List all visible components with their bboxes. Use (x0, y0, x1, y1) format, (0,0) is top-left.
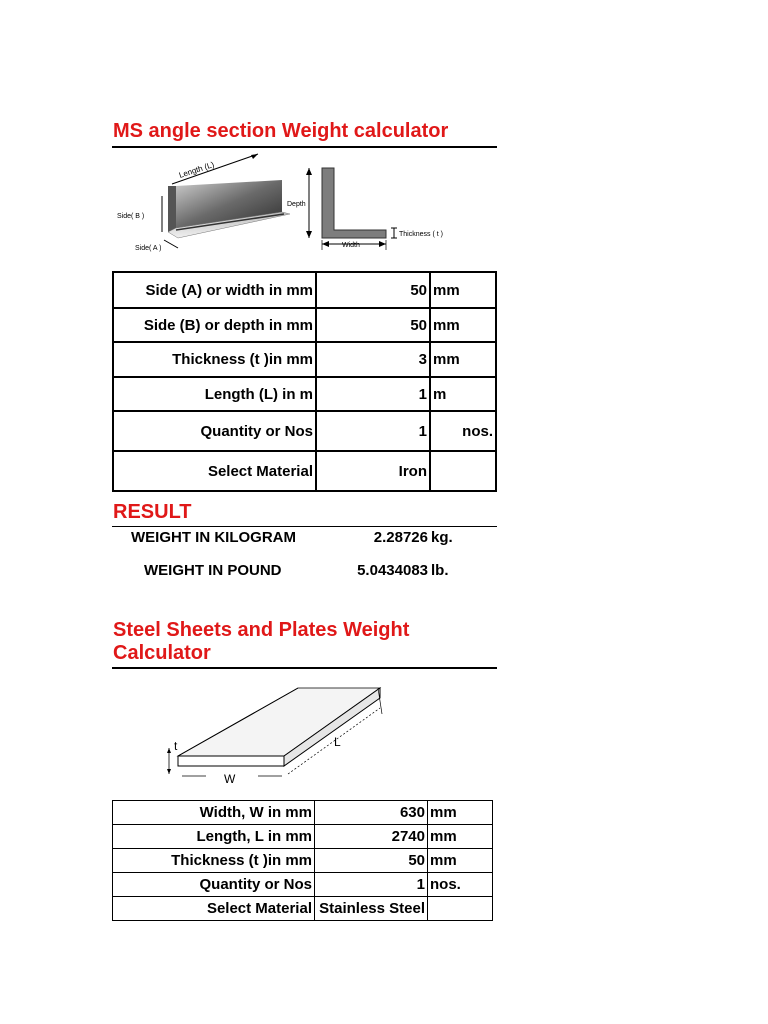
table-row (113, 451, 496, 491)
thickness-input[interactable]: 3 (316, 342, 430, 377)
row-unit (428, 897, 493, 921)
angle-calculator-title: MS angle section Weight calculator (113, 120, 449, 142)
row-label: Select Material (113, 897, 315, 921)
row-label: Width, W in mm (113, 801, 315, 825)
plate-width-input[interactable]: 630 (315, 801, 428, 825)
table-row (113, 801, 493, 825)
weight-kg-unit: kg. (431, 529, 453, 546)
result-title: RESULT (113, 501, 192, 523)
sheet-calculator-title-line1: Steel Sheets and Plates Weight (113, 619, 410, 641)
row-label: Length, L in mm (113, 825, 315, 849)
table-row (113, 873, 493, 897)
angle-section-diagram (112, 150, 497, 265)
table-row (113, 342, 496, 377)
row-unit: mm (430, 272, 496, 308)
length-label: Length (L) (177, 160, 216, 180)
width-label: Width (342, 242, 360, 249)
weight-lb-label: WEIGHT IN POUND (144, 562, 282, 579)
thickness-label: Thickness ( t ) (399, 231, 443, 238)
plate-length-label: L (334, 735, 341, 749)
row-unit: mm (430, 308, 496, 342)
quantity-input[interactable]: 1 (316, 411, 430, 451)
plate-quantity-input[interactable]: 1 (315, 873, 428, 897)
plate-thickness-input[interactable]: 50 (315, 849, 428, 873)
row-label: Quantity or Nos (113, 411, 316, 451)
row-unit: m (430, 377, 496, 411)
row-unit: nos. (430, 411, 496, 451)
row-label: Side (A) or width in mm (113, 272, 316, 308)
row-label: Thickness (t )in mm (113, 342, 316, 377)
table-row (113, 897, 493, 921)
table-row (113, 308, 496, 342)
title-underline (112, 146, 497, 148)
result-underline (112, 526, 497, 527)
row-unit: mm (430, 342, 496, 377)
table-row (113, 411, 496, 451)
sheet-input-table (112, 800, 493, 921)
sheet-calculator-title-line2: Calculator (113, 642, 211, 664)
side-b-input[interactable]: 50 (316, 308, 430, 342)
plate-length-input[interactable]: 2740 (315, 825, 428, 849)
table-row (113, 825, 493, 849)
weight-kg-value: 2.28726 (373, 529, 428, 546)
weight-kg-label: WEIGHT IN KILOGRAM (131, 529, 296, 546)
row-unit (430, 451, 496, 491)
row-label: Quantity or Nos (113, 873, 315, 897)
length-input[interactable]: 1 (316, 377, 430, 411)
plate-width-label: W (224, 772, 236, 786)
row-unit: mm (428, 825, 493, 849)
row-label: Length (L) in m (113, 377, 316, 411)
plate-material-select[interactable]: Stainless Steel (315, 897, 428, 921)
side-b-label: Side( B ) (117, 213, 145, 220)
row-unit: mm (428, 801, 493, 825)
plate-thickness-label: t (174, 739, 178, 753)
table-row (113, 377, 496, 411)
side-a-input[interactable]: 50 (316, 272, 430, 308)
depth-label: Depth (287, 201, 306, 208)
weight-lb-unit: lb. (431, 562, 449, 579)
angle-input-table (112, 271, 497, 492)
steel-plate-diagram (112, 680, 497, 790)
weight-lb-value: 5.0434083 (357, 562, 428, 579)
row-label: Side (B) or depth in mm (113, 308, 316, 342)
side-a-label: Side( A ) (135, 245, 162, 252)
row-unit: nos. (428, 873, 493, 897)
row-label: Thickness (t )in mm (113, 849, 315, 873)
table-row (113, 272, 496, 308)
row-unit: mm (428, 849, 493, 873)
row-label: Select Material (113, 451, 316, 491)
material-select[interactable]: Iron (316, 451, 430, 491)
sheet-title-underline (112, 667, 497, 669)
table-row (113, 849, 493, 873)
